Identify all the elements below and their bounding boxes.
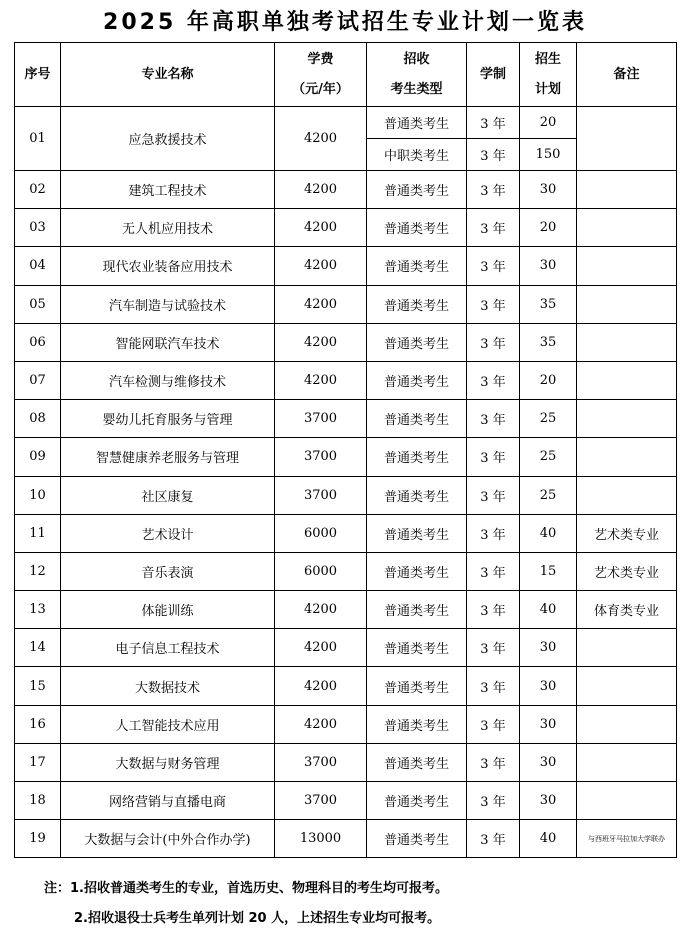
cell-remark: 与西班牙马拉加大学联办 [577, 820, 677, 858]
header-plan-line1: 招生 [534, 51, 561, 67]
cell-major: 智慧健康养老服务与管理 [61, 438, 275, 476]
table-row [15, 361, 677, 399]
cell-type: 普通类考生 [367, 782, 467, 820]
cell-remark [577, 476, 677, 514]
cell-no: 12 [15, 552, 61, 590]
cell-duration: 3 年 [467, 323, 520, 361]
cell-type: 普通类考生 [367, 629, 467, 667]
cell-major: 体能训练 [61, 591, 275, 629]
cell-plan: 30 [520, 629, 577, 667]
cell-plan: 30 [520, 782, 577, 820]
cell-type: 普通类考生 [367, 171, 467, 209]
cell-plan: 40 [520, 591, 577, 629]
cell-no: 15 [15, 667, 61, 705]
cell-remark [577, 667, 677, 705]
cell-remark [577, 629, 677, 667]
cell-fee: 3700 [275, 743, 367, 781]
cell-plan: 20 [520, 107, 577, 139]
table-row [15, 476, 677, 514]
cell-remark [577, 285, 677, 323]
cell-type: 普通类考生 [367, 743, 467, 781]
table-row [15, 667, 677, 705]
cell-major: 汽车制造与试验技术 [61, 285, 275, 323]
cell-plan: 20 [520, 361, 577, 399]
cell-remark [577, 247, 677, 285]
cell-major: 大数据与会计(中外合作办学) [61, 820, 275, 858]
cell-fee: 4200 [275, 171, 367, 209]
cell-plan: 35 [520, 285, 577, 323]
cell-type: 普通类考生 [367, 820, 467, 858]
cell-fee: 4200 [275, 629, 367, 667]
cell-fee: 4200 [275, 247, 367, 285]
cell-duration: 3 年 [467, 629, 520, 667]
cell-no: 01 [15, 107, 61, 171]
cell-major: 婴幼儿托育服务与管理 [61, 400, 275, 438]
cell-plan: 15 [520, 552, 577, 590]
cell-remark: 艺术类专业 [577, 514, 677, 552]
cell-remark: 体育类专业 [577, 591, 677, 629]
cell-type: 普通类考生 [367, 209, 467, 247]
table-row [15, 514, 677, 552]
cell-major: 电子信息工程技术 [61, 629, 275, 667]
cell-major: 人工智能技术应用 [61, 705, 275, 743]
header-type [367, 43, 467, 107]
note-line-2: 2.招收退役士兵考生单列计划 20 人，上述招生专业均可报考。 [74, 911, 441, 926]
cell-no: 02 [15, 171, 61, 209]
cell-remark [577, 782, 677, 820]
cell-plan: 25 [520, 438, 577, 476]
header-seq: 序号 [15, 43, 61, 107]
cell-major: 现代农业装备应用技术 [61, 247, 275, 285]
cell-type: 普通类考生 [367, 107, 467, 139]
cell-major: 大数据技术 [61, 667, 275, 705]
cell-plan: 30 [520, 743, 577, 781]
table-row [15, 171, 677, 209]
cell-fee: 6000 [275, 514, 367, 552]
cell-plan: 40 [520, 820, 577, 858]
cell-no: 18 [15, 782, 61, 820]
cell-plan: 25 [520, 400, 577, 438]
cell-duration: 3 年 [467, 476, 520, 514]
cell-type: 普通类考生 [367, 514, 467, 552]
header-major: 专业名称 [61, 43, 275, 107]
cell-duration: 3 年 [467, 591, 520, 629]
cell-plan: 150 [520, 139, 577, 171]
cell-plan: 30 [520, 247, 577, 285]
cell-duration: 3 年 [467, 514, 520, 552]
cell-remark [577, 323, 677, 361]
cell-type: 普通类考生 [367, 400, 467, 438]
cell-duration: 3 年 [467, 552, 520, 590]
cell-duration: 3 年 [467, 438, 520, 476]
header-type-line2: 考生类型 [390, 81, 443, 97]
cell-type: 普通类考生 [367, 361, 467, 399]
cell-type: 普通类考生 [367, 705, 467, 743]
cell-major: 音乐表演 [61, 552, 275, 590]
cell-fee: 4200 [275, 705, 367, 743]
table-row [15, 591, 677, 629]
cell-fee: 4200 [275, 591, 367, 629]
table-row [15, 782, 677, 820]
table-row [15, 743, 677, 781]
header-plan [520, 43, 577, 107]
cell-fee: 3700 [275, 438, 367, 476]
cell-no: 06 [15, 323, 61, 361]
page-title: 2025 年高职单独考试招生专业计划一览表 [103, 10, 587, 35]
cell-no: 19 [15, 820, 61, 858]
cell-remark [577, 438, 677, 476]
cell-no: 16 [15, 705, 61, 743]
cell-plan: 30 [520, 667, 577, 705]
cell-no: 09 [15, 438, 61, 476]
table-row [15, 209, 677, 247]
cell-duration: 3 年 [467, 743, 520, 781]
cell-duration: 3 年 [467, 361, 520, 399]
cell-duration: 3 年 [467, 820, 520, 858]
cell-fee: 4200 [275, 667, 367, 705]
cell-no: 14 [15, 629, 61, 667]
notes-section [44, 874, 684, 934]
cell-remark [577, 209, 677, 247]
cell-no: 08 [15, 400, 61, 438]
cell-no: 04 [15, 247, 61, 285]
cell-fee: 3700 [275, 782, 367, 820]
cell-duration: 3 年 [467, 667, 520, 705]
header-fee-line2: （元/年） [292, 81, 349, 97]
cell-fee: 4200 [275, 107, 367, 171]
cell-plan: 20 [520, 209, 577, 247]
table-row [15, 552, 677, 590]
cell-plan: 35 [520, 323, 577, 361]
cell-no: 10 [15, 476, 61, 514]
note-line-1: 注：1.招收普通类考生的专业，首选历史、物理科目的考生均可报考。 [44, 881, 448, 896]
cell-no: 13 [15, 591, 61, 629]
cell-type: 中职类考生 [367, 139, 467, 171]
table-row [15, 705, 677, 743]
table-row [15, 629, 677, 667]
cell-fee: 13000 [275, 820, 367, 858]
cell-duration: 3 年 [467, 247, 520, 285]
cell-fee: 3700 [275, 476, 367, 514]
cell-remark [577, 107, 677, 171]
table-row [15, 323, 677, 361]
cell-type: 普通类考生 [367, 247, 467, 285]
cell-plan: 25 [520, 476, 577, 514]
cell-duration: 3 年 [467, 285, 520, 323]
cell-major: 艺术设计 [61, 514, 275, 552]
cell-type: 普通类考生 [367, 667, 467, 705]
cell-type: 普通类考生 [367, 438, 467, 476]
cell-fee: 4200 [275, 285, 367, 323]
cell-remark [577, 705, 677, 743]
cell-no: 03 [15, 209, 61, 247]
cell-no: 05 [15, 285, 61, 323]
table-row [15, 107, 677, 139]
cell-major: 无人机应用技术 [61, 209, 275, 247]
table-row [15, 400, 677, 438]
cell-no: 11 [15, 514, 61, 552]
cell-type: 普通类考生 [367, 323, 467, 361]
cell-fee: 3700 [275, 400, 367, 438]
cell-major: 汽车检测与维修技术 [61, 361, 275, 399]
cell-plan: 40 [520, 514, 577, 552]
cell-duration: 3 年 [467, 107, 520, 139]
cell-fee: 4200 [275, 361, 367, 399]
cell-plan: 30 [520, 705, 577, 743]
cell-remark: 艺术类专业 [577, 552, 677, 590]
table-row [15, 820, 677, 858]
cell-major: 建筑工程技术 [61, 171, 275, 209]
table-row [15, 247, 677, 285]
cell-duration: 3 年 [467, 782, 520, 820]
cell-remark [577, 743, 677, 781]
header-plan-line2: 计划 [534, 81, 561, 97]
cell-no: 17 [15, 743, 61, 781]
cell-fee: 6000 [275, 552, 367, 590]
cell-type: 普通类考生 [367, 591, 467, 629]
cell-remark [577, 361, 677, 399]
cell-remark [577, 400, 677, 438]
cell-duration: 3 年 [467, 171, 520, 209]
cell-type: 普通类考生 [367, 552, 467, 590]
cell-major: 智能网联汽车技术 [61, 323, 275, 361]
cell-major: 网络营销与直播电商 [61, 782, 275, 820]
header-fee [275, 43, 367, 107]
cell-remark [577, 171, 677, 209]
cell-major: 应急救援技术 [61, 107, 275, 171]
table-row [15, 438, 677, 476]
cell-duration: 3 年 [467, 139, 520, 171]
cell-fee: 4200 [275, 209, 367, 247]
enrollment-plan-table [14, 42, 677, 858]
cell-duration: 3 年 [467, 705, 520, 743]
cell-fee: 4200 [275, 323, 367, 361]
cell-plan: 30 [520, 171, 577, 209]
cell-type: 普通类考生 [367, 285, 467, 323]
header-duration: 学制 [467, 43, 520, 107]
cell-no: 07 [15, 361, 61, 399]
header-fee-line1: 学费 [307, 51, 334, 67]
cell-type: 普通类考生 [367, 476, 467, 514]
cell-duration: 3 年 [467, 400, 520, 438]
header-type-line1: 招收 [403, 51, 430, 67]
table-row [15, 285, 677, 323]
cell-major: 社区康复 [61, 476, 275, 514]
table-header-row [15, 43, 677, 107]
cell-duration: 3 年 [467, 209, 520, 247]
header-remark: 备注 [577, 43, 677, 107]
cell-major: 大数据与财务管理 [61, 743, 275, 781]
